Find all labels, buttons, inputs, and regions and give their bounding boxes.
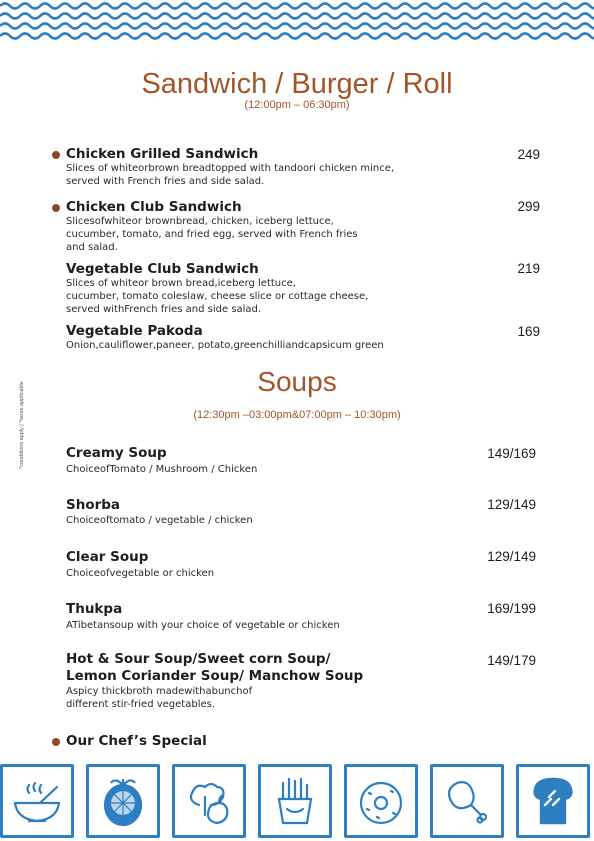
- item-price: 249: [517, 147, 540, 162]
- item-price: 169/199: [487, 601, 536, 616]
- item-name: Vegetable Pakoda: [66, 323, 203, 339]
- item-description: ATibetansoup with your choice of vegetable or chicken: [66, 620, 340, 631]
- menu-item: [66, 497, 253, 527]
- section-hours-soups: (12:30pm –03:00pm&07:00pm – 10:30pm): [193, 409, 401, 421]
- item-name: Creamy Soup: [66, 445, 167, 461]
- section-title-soups: Soups: [257, 366, 337, 397]
- item-description: Slices of whiteorbrown breadtopped with tandoori chicken mince, served with French fries and side salad.: [66, 163, 395, 187]
- item-name: Vegetable Club Sandwich: [66, 261, 259, 277]
- menu-item: [66, 549, 214, 580]
- item-price: 149/169: [487, 446, 536, 461]
- item-name: Chicken Grilled Sandwich: [66, 146, 259, 162]
- bagel-icon: [344, 764, 418, 838]
- item-description: Aspicy thickbroth madewithabunchof different stir-fried vegetables.: [66, 686, 253, 710]
- item-price: 219: [517, 261, 540, 276]
- item-description: Choiceofvegetable or chicken: [66, 568, 215, 579]
- menu-item: [66, 261, 368, 316]
- item-name: Chicken Club Sandwich: [66, 199, 242, 215]
- item-price: 129/149: [487, 549, 536, 564]
- item-name: Hot & Sour Soup/Sweet corn Soup/ Lemon Coriander Soup/ Manchow Soup: [66, 651, 364, 684]
- menu-item: [66, 445, 257, 476]
- footer-icon-strip: [0, 764, 594, 841]
- special-bullet-icon: [52, 204, 60, 212]
- special-bullet-icon: [52, 738, 60, 746]
- item-price: 169: [517, 324, 540, 339]
- menu-item: [66, 199, 358, 254]
- menu-item: [66, 146, 394, 188]
- bread-icon: [516, 764, 590, 838]
- item-description: Slices of whiteor brown bread,iceberg lettuce, cucumber, tomato coleslaw, cheese slice or cottage cheese, served withFrench fries and side salad.: [66, 278, 369, 315]
- chicken-leg-icon: [430, 764, 504, 838]
- item-description: Choiceoftomato / vegetable / chicken: [66, 515, 253, 526]
- item-name: Shorba: [66, 497, 121, 513]
- item-name: Thukpa: [66, 601, 123, 617]
- coconut-icon: [86, 764, 160, 838]
- item-description: ChoiceofTomato / Mushroom / Chicken: [66, 464, 258, 475]
- item-description: Slicesofwhiteor brownbread, chicken, iceberg lettuce, cucumber, tomato, and fried egg, served with French fries and salad.: [66, 216, 358, 253]
- menu-item: [66, 651, 363, 711]
- item-description: Onion,cauliflower,paneer, potato,greenchilliandcapsicum green: [66, 340, 384, 351]
- wave-border: [0, 0, 594, 44]
- chef-special-label: Our Chef’s Special: [66, 733, 207, 749]
- chef-special-note: [66, 733, 207, 749]
- vegetables-icon: [172, 764, 246, 838]
- item-price: 149/179: [487, 653, 536, 668]
- section-title-sandwich: Sandwich / Burger / Roll: [141, 68, 453, 100]
- item-name: Clear Soup: [66, 549, 149, 565]
- item-price: 129/149: [487, 497, 536, 512]
- special-bullet-icon: [52, 151, 60, 159]
- item-price: 299: [517, 199, 540, 214]
- menu-item: [66, 323, 384, 352]
- soup-bowl-icon: [0, 764, 74, 838]
- section-hours-sandwich: (12:00pm – 06:30pm): [244, 99, 350, 111]
- french-fries-icon: [258, 764, 332, 838]
- menu-item: [66, 601, 340, 632]
- side-note-text: *conditions apply | *taxes applicable: [19, 381, 25, 469]
